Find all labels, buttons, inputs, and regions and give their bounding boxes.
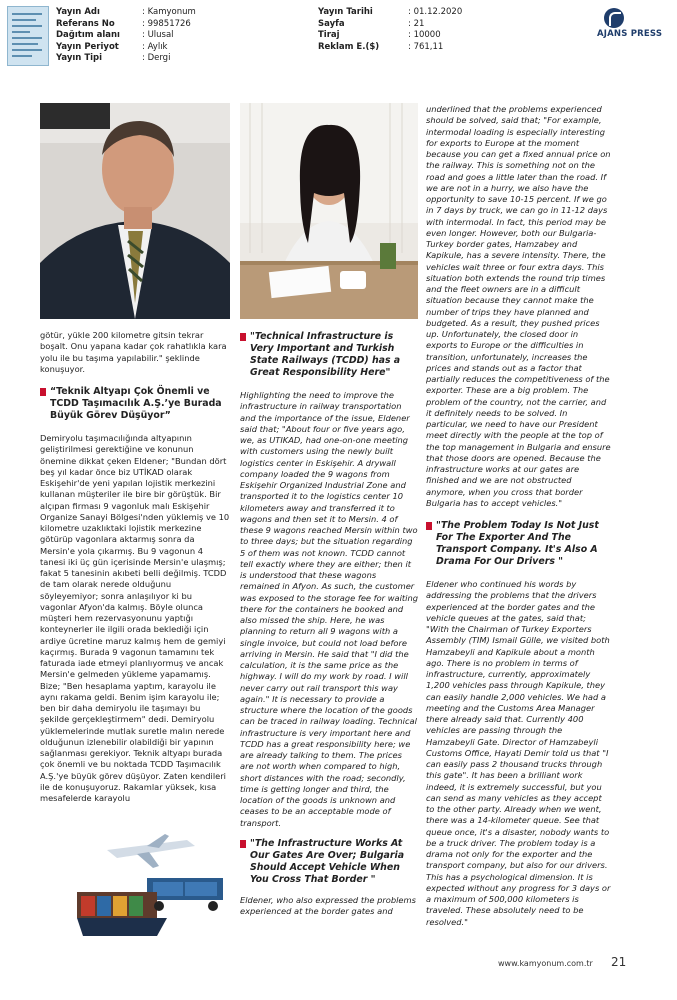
photo-transport-collage [77, 832, 229, 940]
column-2 [240, 331, 418, 917]
col2-body-paragraph-2: Eldener, who also expressed the problems experienced at the border gates and [240, 894, 416, 916]
meta-value: : 761,11 [408, 41, 444, 52]
meta-value: : 01.12.2020 [408, 7, 463, 17]
publication-meta-right [318, 7, 462, 53]
col2-heading-2: "The Infrastructure Works At Our Gates Are Over; Bulgaria Should Accept Vehicle When You Cross That Border " [240, 838, 418, 886]
meta-key: Tiraj [318, 30, 340, 41]
meta-value: : 99851726 [142, 18, 191, 29]
col3-heading: "The Problem Today Is Not Just For The Exporter And The Transport Company. It's Also A Drama For Our Drivers " [426, 520, 611, 568]
photo-woman-at-desk [240, 103, 418, 319]
ajans-press-logo [597, 8, 673, 40]
meta-row [56, 42, 196, 54]
meta-row [318, 30, 462, 42]
col3-body-paragraph-2: Eldener who continued his words by addressing the problems that the drivers experienced at the border gates and the vehicle queues at the gates, said that; "With the Chairman of Turkey Exporters Assembly (TIM) Ismail Gülle, we visited both Hamzabeyli and Kapikule about a month ago. There is no problem in terms of infrastructure, currently, approximately 1,200 vehicles pass through Kapikule, they can easily handle 2,000 vehicles. We had a meeting and the Customs Area Manager there already said that. Currently 400 vehicles are passing through the Hamzabeyli Gate. Director of Hamzabeyli Customs Office, Hayati Demir told us that "I can easily pass 2 thousand trucks through this gate". It has been a brilliant work indeed, it is extremely successful, but you can send as many vehicles as they accept to the other party. Already when we went, there was a 14-kilometer queue. See that queue once, it's a disaster, nobody wants to be a truck driver. The problem today is a drama not only for the exporter and the transport company, but also for our drivers. This has a psychological dimension. It is expected without any progress for 3 days or a maximum of 500,000 kilometers is traveled. These absolutely need to be resolved." [426, 579, 611, 927]
meta-value: : 10000 [408, 30, 441, 41]
column-3 [426, 104, 611, 928]
col1-body-paragraph: Demiryolu taşımacılığında altyapının geliştirilmesi gerektiğine ve konunun önemine dikkat çeken Eldener; "Bundan dört beş yıl kadar önce biz UTİKAD olarak Eskişehir'de yeni yapılan lojistik merkezini kullanan müşteriler ile bire bir görüştük. Bir alçıpan firması 9 vagonluk malı Eskişehir Organize Sanayi Bölgesi'nden yüklemiş ve 10 kilometre uzaklıktaki lojistik merkezine götürüp vagonlara aktarmış sonra da Mersin'e yola çıkarmış. Bu 9 vagonun 4 tanesi iki üç gün içerisinde Mersin'e ulaşmış; fakat 5 tanesinin akıbeti belli değilmiş. TCDD de tam olarak nerede olduğunu söyleyemiyor; sonra anlaşılıyor ki bu vagonlar Afyon'da kalmış. Böyle olunca müşteri hem rezervasyonunu yaptığı konteynerler ile ilgili orada beklediği için ardiye ücretine maruz kalmış hem de gemiyi kaçırmış. Burada 9 vagonun tamamını tek faturada iade etmeyi planlıyormuş ve ancak Mersin'e gelmeden yükleme yapamamış. Bize; "Ben hesaplama yaptım, karayolu ile aynı rakama geldi. Benim işim karayolu ile; ben bir daha demiryolu ile taşımayı bu şekilde gerçekleştirmem" dedi. Demiryolu yüklemelerinde mutlak suretle malın nerede olduğunun izlenebilir olabildiği bir yapının sağlanması gerekiyor. Teknik altyapı burada çok önemli ve bu noktada TCDD Taşımacılık A.Ş.'ye büyük görev düşüyor. Zaten kendileri ile de konuşuyoruz. Rakamlar yüksek, kısa mesafelerde karayolu [40, 433, 230, 803]
meta-key: Yayın Periyot [56, 41, 119, 52]
col2-heading: "Technical Infrastructure is Very Important and Turkish State Railways (TCDD) has a Great Responsibility Here" [240, 331, 418, 379]
column-1 [40, 330, 230, 804]
meta-value: : Aylık [142, 41, 168, 52]
page-thumbnail [7, 6, 49, 66]
meta-row [56, 53, 196, 65]
col2-body-paragraph: Highlighting the need to improve the infrastructure in railway transportation and the importance of the issue, Eldener said that; "About four or five years ago, we, as UTIKAD, had one-on-one meeting with customers using the newly built logistics center in Eskişehir. A drywall company loaded the 9 wagons from Eskişehir Organized Industrial Zone and transported it to the logistics center 10 kilometers away and transferred it to wagons and then set it to Mersin. 4 of these 9 wagons reached Mersin within two to three days; but the situation regarding 5 of them was not known. TCDD cannot tell exactly where they are either; then it is understood that these wagons remained in Afyon. As such, the customer was exposed to the storage fee for waiting there for the containers he booked and also missed the ship. Here, he was planning to return all 9 wagons with a single invoice, but could not load before arriving in Mersin. He said that "I did the calculation, it is the same price as the highway. I will do my work by road. I will never carry out rail transport this way again." It is necessary to provide a structure where the location of the goods can be traced in railway loading. Technical infrastructure is very important here and TCDD has a great responsibility here; we are already talking to them. The prices are not worth when compared to high, short distances with the road; secondly, time is getting longer and third, the location of the goods is unknown and ceases to be an acceptable mode of transport. [240, 390, 418, 828]
publication-meta-left [56, 7, 196, 65]
meta-row [56, 30, 196, 42]
clipping-header [0, 0, 677, 72]
page-number: 21 [611, 955, 627, 969]
meta-row [56, 7, 196, 19]
meta-key: Reklam E.($) [318, 41, 380, 52]
meta-value: : Kamyonum [142, 7, 196, 17]
footer-website: www.kamyonum.com.tr [498, 959, 593, 968]
meta-value: : Ulusal [142, 30, 174, 41]
meta-key: Yayın Tarihi [318, 7, 373, 17]
meta-row [56, 19, 196, 31]
meta-value: : 21 [408, 18, 425, 29]
meta-key: Yayın Adı [56, 7, 100, 17]
col1-intro-paragraph: götür, yükle 200 kilometre gitsin tekrar boşalt. Onu yapana kadar çok rahatlıkla kara yolu ile bu taşıma yapılabilir." şeklinde konuşuyor. [40, 330, 227, 374]
logo-mark-icon [604, 8, 624, 28]
photo-man-in-suit [40, 103, 230, 319]
meta-row [318, 42, 462, 54]
meta-key: Yayın Tipi [56, 53, 103, 64]
meta-key: Dağıtım alanı [56, 30, 120, 41]
meta-row [318, 7, 462, 19]
logo-text: AJANS PRESS [597, 29, 663, 39]
col1-heading: “Teknik Altyapı Çok Önemli ve TCDD Taşımacılık A.Ş.’ye Burada Büyük Görev Düşüyor” [40, 386, 230, 422]
col3-body-paragraph: underlined that the problems experienced should be solved, said that; "For example, intermodal loading is especially interesting for exports to Europe at the moment because you can get a fixed annual price on the railway. This is something not on the road and goes a little later than the road. If we are not in a hurry, we also have the opportunity to save 10-15 percent. If we go in 7 days by truck, we can go in 11-12 days with intermodal. In fact, this period may be even longer. However, both our Bulgaria-Turkey border gates, Hamzabey and Kapikule, has a severe intensity. There, the vehicles wait three or four extra days. This situation both extends the round trip times and the fleet owners are in a difficult situation because they cannot make the number of trips they have planned and budgeted. As a result, they pushed prices up. Unfortunately, the closed door in exports to Europe or the difficulties in transition, unfortunately, increases the prices and stands out as a factor that partially reduces the competitiveness of the exporter. These are a big problem. The problem of the country, not the carrier, and it definitely needs to be solved. In particular, we need to have our President meet directly with the people at the top of the top management in Bulgaria and ensure that those doors are opened. Because the infrastructure works at our gates are finished and we are not obstructed anymore, when you cross that border Bulgaria has to accept vehicles." [426, 104, 611, 508]
meta-key: Referans No [56, 18, 115, 29]
meta-value: : Dergi [142, 53, 171, 64]
meta-key: Sayfa [318, 18, 345, 29]
meta-row [318, 19, 462, 31]
